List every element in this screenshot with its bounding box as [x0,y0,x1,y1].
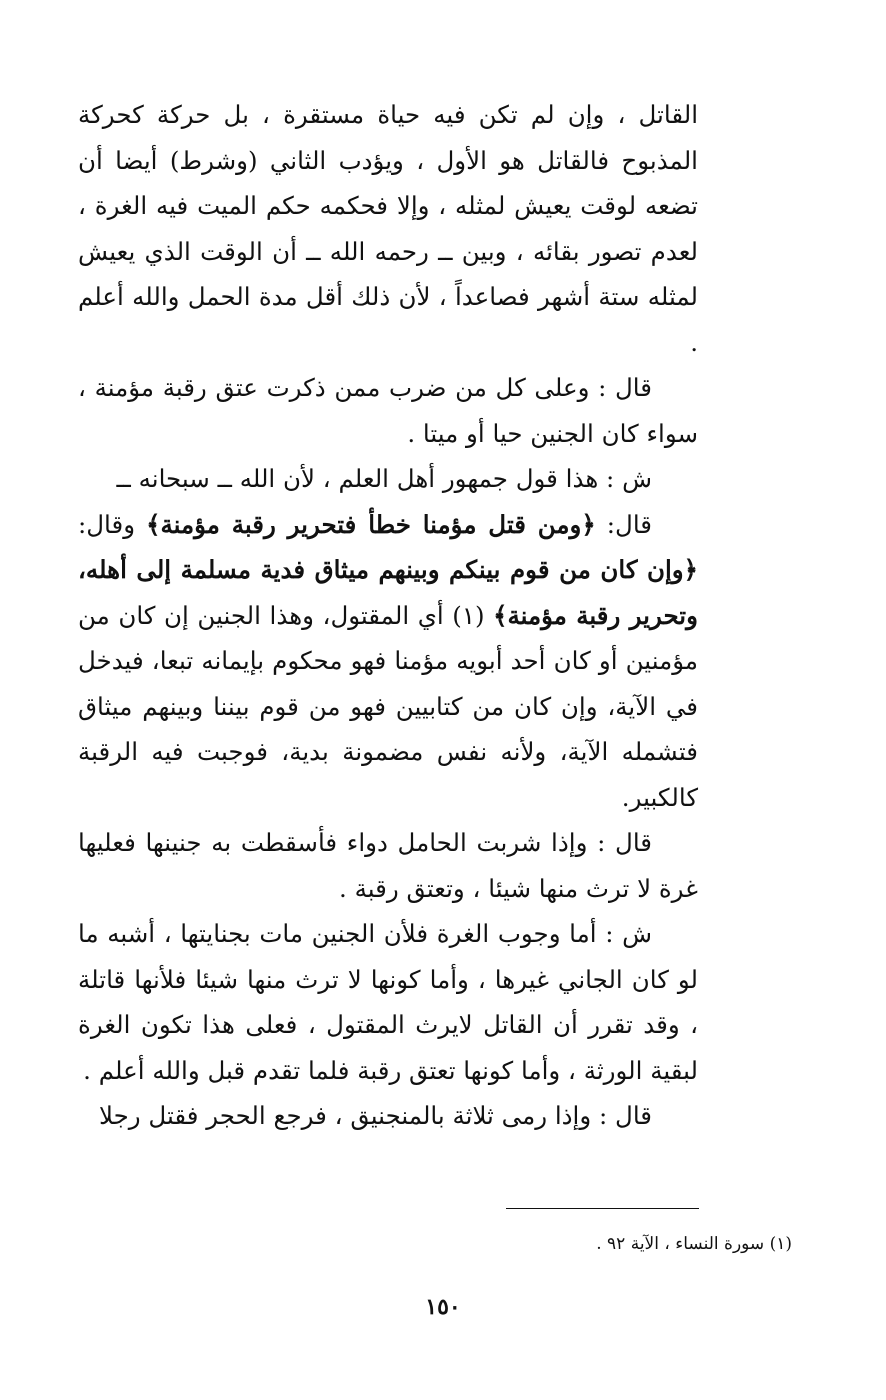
paragraph-5: قال : وإذا شربت الحامل دواء فأسقطت به جنينها فعليها غرة لا ترث منها شيئا ، وتعتق رقبة . [78,828,698,903]
page-number: ١٥٠ [425,1294,461,1320]
paragraph-4-lead: قال: [595,509,652,539]
quran-verse-2: ﴿وإن كان من قوم بينكم وبينهم ميثاق فدية مسلمة إلى أهله، وتحرير رقبة مؤمنة﴾ [78,555,698,630]
footnote-divider [506,1208,699,1209]
footnote-reference: (١) [443,600,494,630]
paragraph-4-mid: وقال: [78,509,147,539]
paragraph-1: القاتل ، وإن لم تكن فيه حياة مستقرة ، بل حركة كحركة المذبوح فالقاتل هو الأول ، ويؤدب الثاني (وشرط) أيضا أن تضعه لوقت يعيش لمثله ، وإلا فحكمه حكم الميت فيه الغرة ، لعدم تصور بقائه ، وبين ــ رحمه الله ــ أن الوقت الذي يعيش لمثله ستة أشهر فصاعداً ، لأن ذلك أقل مدة الحمل والله أعلم . [78,100,698,357]
paragraph-6: ش : أما وجوب الغرة فلأن الجنين مات بجنايتها ، أشبه ما لو كان الجاني غيرها ، وأما كونها لا ترث منها شيئا فلأنها قاتلة ، وقد تقرر أن القاتل لايرث المقتول ، فعلى هذا تكون الغرة لبقية الورثة ، وأما كونها تعتق رقبة فلما تقدم قبل والله أعلم . [78,919,698,1085]
paragraph-7: قال : وإذا رمى ثلاثة بالمنجنيق ، فرجع الحجر فقتل رجلا [99,1101,652,1130]
paragraph-2: قال : وعلى كل من ضرب ممن ذكرت عتق رقبة مؤمنة ، سواء كان الجنين حيا أو ميتا . [78,373,698,448]
paragraph-4 [78,502,698,821]
quran-verse-1: ﴿ومن قتل مؤمنا خطأ فتحرير رقبة مؤمنة﴾ [146,509,596,539]
paragraph-4-rest: أي المقتول، وهذا الجنين إن كان من مؤمنين أو كان أحد أبويه مؤمنا فهو محكوم بإيمانه تبعا، فيدخل في الآية، وإن كان من كتابيين فهو من قوم بيننا وبينهم ميثاق فتشمله الآية، ولأنه نفس مضمونة بدية، فوجبت فيه الرقبة كالكبير. [78,600,698,812]
main-text [78,92,698,1139]
footnote: (١) سورة النساء ، الآية ٩٢ . [596,1234,792,1254]
paragraph-3: ش : هذا قول جمهور أهل العلم ، لأن الله ــ سبحانه ــ [116,464,652,493]
